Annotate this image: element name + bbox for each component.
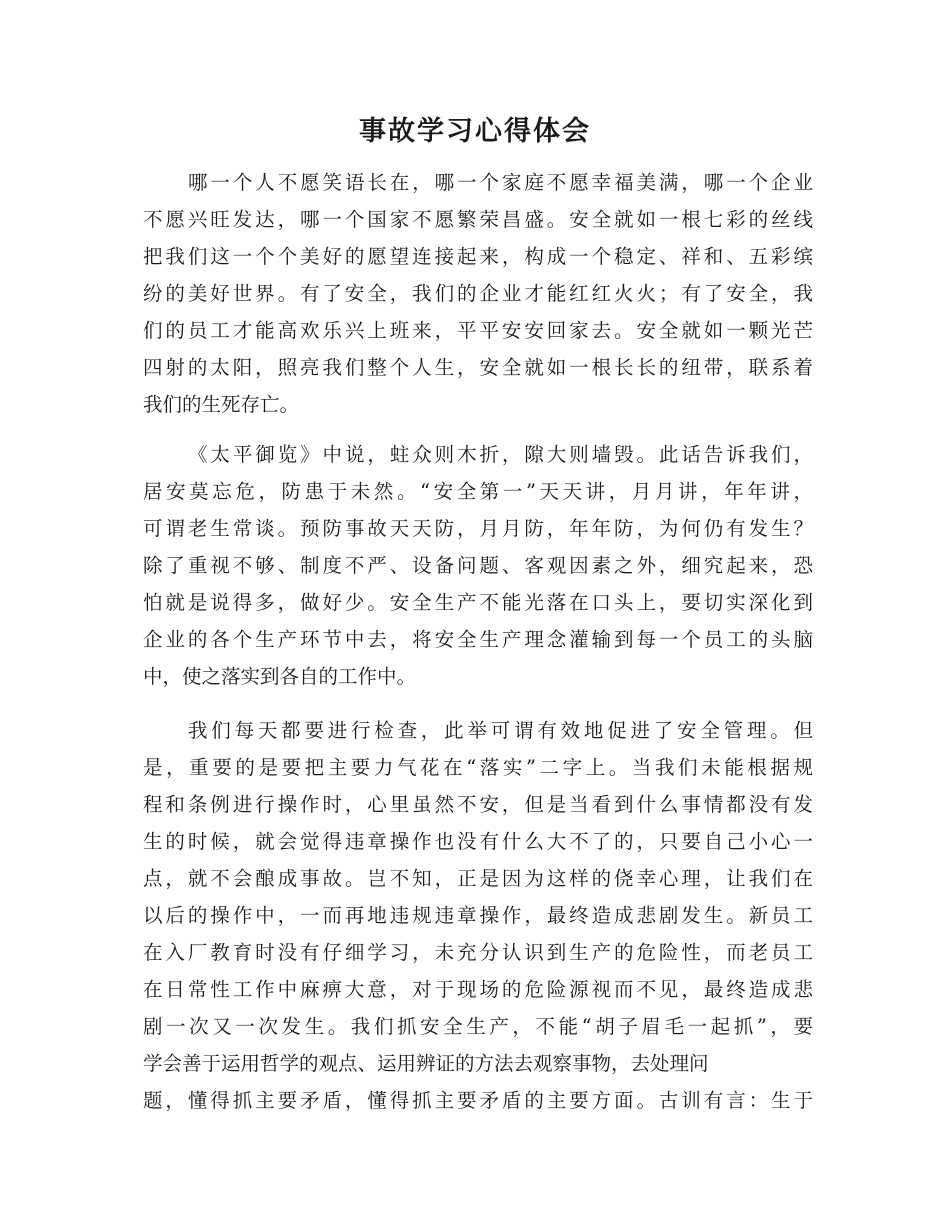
paragraph-3-line-9: 剧一次又一次发生。我们抓安全生产，不能“胡子眉毛一起抓”，要: [143, 1015, 813, 1038]
paragraph-3-line-1: 我们每天都要进行检查，此举可谓有效地促进了安全管理。但: [188, 719, 813, 742]
paragraph-3-line-4: 生的时候，就会觉得违章操作也没有什么大不了的，只要自己小心一: [143, 830, 813, 853]
paragraph-3-line-10: 学会善于运用哲学的观点、运用辨证的方法去观察事物，去处理问: [143, 1052, 709, 1075]
paragraph-1-line-1: 哪一个人不愿笑语长在，哪一个家庭不愿幸福美满，哪一个企业: [188, 171, 813, 194]
paragraph-2-line-4: 除了重视不够、制度不严、设备问题、客观因素之外，细究起来，恐: [143, 554, 813, 577]
paragraph-2-line-3: 可谓老生常谈。预防事故天天防，月月防，年年防，为何仍有发生？: [143, 517, 813, 540]
paragraph-1-line-5: 们的员工才能高欢乐兴上班来，平平安安回家去。安全就如一颗光芒: [143, 319, 813, 342]
paragraph-3-line-8: 在日常性工作中麻痹大意，对于现场的危险源视而不见，最终造成悲: [143, 978, 813, 1001]
paragraph-3-line-11: 题，懂得抓主要矛盾，懂得抓主要矛盾的主要方面。古训有言：生于: [143, 1089, 813, 1112]
paragraph-3-line-5: 点，就不会酿成事故。岂不知，正是因为这样的侥幸心理，让我们在: [143, 867, 813, 890]
paragraph-2-line-2: 居安莫忘危，防患于未然。“安全第一”天天讲，月月讲，年年讲，: [143, 480, 813, 503]
paragraph-3-line-3: 程和条例进行操作时，心里虽然不安，但是当看到什么事情都没有发: [143, 793, 813, 816]
paragraph-2-line-6: 企业的各个生产环节中去，将安全生产理念灌输到每一个员工的头脑: [143, 628, 813, 651]
paragraph-3-line-6: 以后的操作中，一而再地违规违章操作，最终造成悲剧发生。新员工: [143, 904, 813, 927]
paragraph-3-line-7: 在入厂教育时没有仔细学习，未充分认识到生产的危险性，而老员工: [143, 941, 813, 964]
document-title: 事故学习心得体会: [359, 116, 591, 147]
paragraph-1-line-2: 不愿兴旺发达，哪一个国家不愿繁荣昌盛。安全就如一根七彩的丝线: [143, 208, 813, 231]
paragraph-2-line-7: 中，使之落实到各自的工作中。: [143, 665, 417, 688]
paragraph-1-line-3: 把我们这一个个美好的愿望连接起来，构成一个稳定、祥和、五彩缤: [143, 245, 813, 268]
paragraph-2-line-1: 《太平御览》中说，蛀众则木折，隙大则墙毁。此话告诉我们，: [188, 443, 813, 466]
paragraph-3-line-2: 是，重要的是要把主要力气花在“落实”二字上。当我们未能根据规: [143, 756, 813, 779]
paragraph-1-line-4: 纷的美好世界。有了安全，我们的企业才能红红火火；有了安全，我: [143, 282, 813, 305]
paragraph-1-line-6: 四射的太阳，照亮我们整个人生，安全就如一根长长的纽带，联系着: [143, 356, 813, 379]
paragraph-1-line-7: 我们的生死存亡。: [143, 393, 300, 416]
paragraph-2-line-5: 怕就是说得多，做好少。安全生产不能光落在口头上，要切实深化到: [143, 591, 813, 614]
